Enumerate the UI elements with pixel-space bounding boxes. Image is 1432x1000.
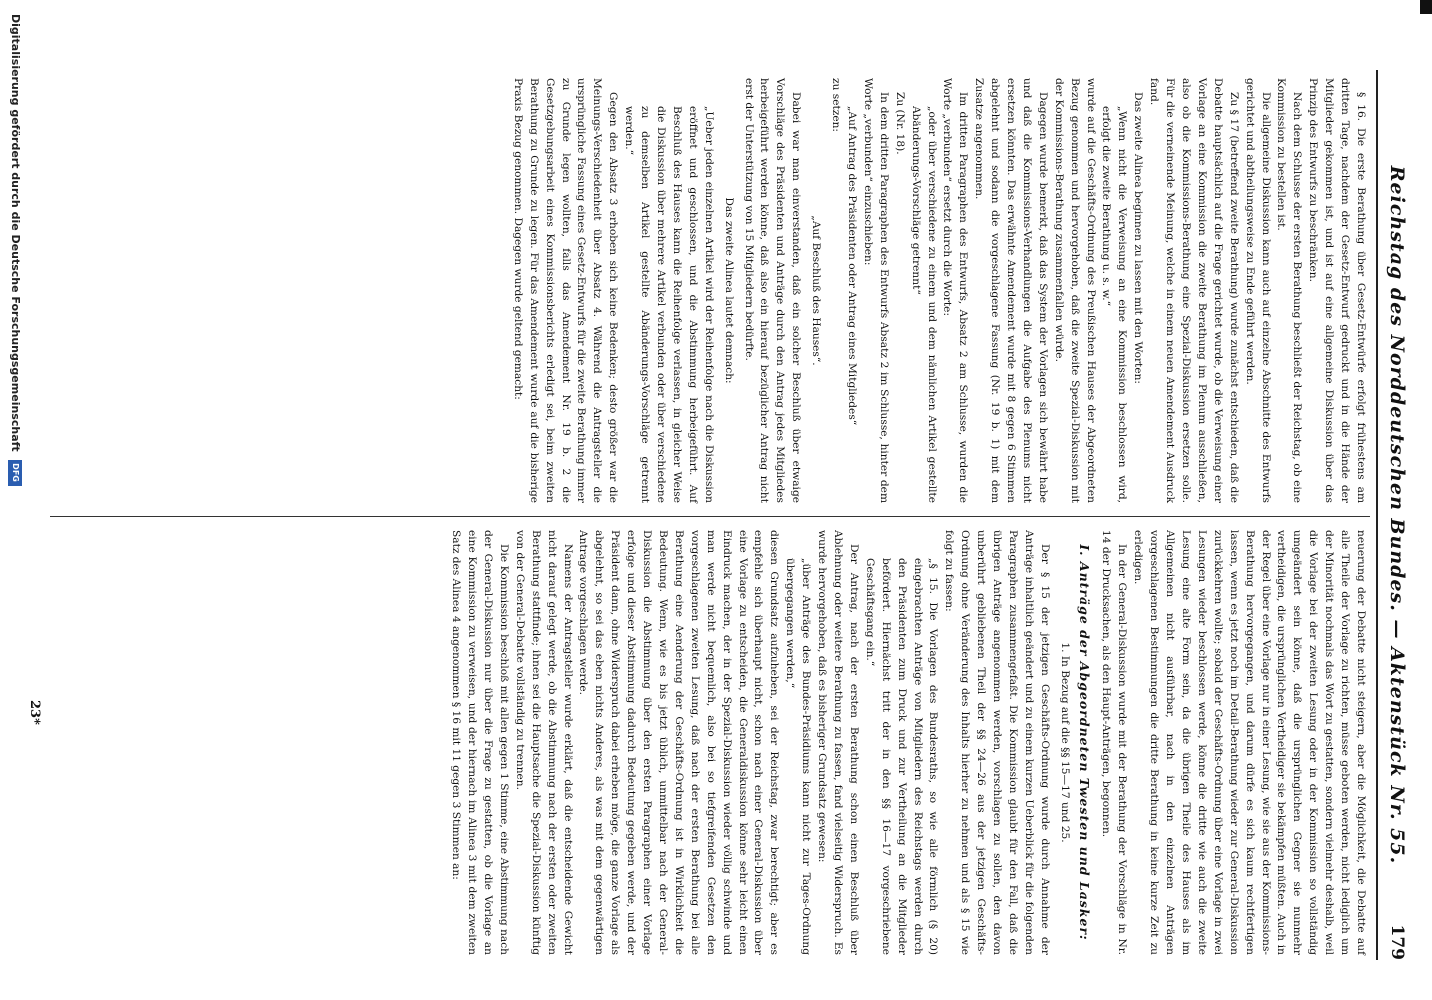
right-column bbox=[447, 530, 1368, 955]
subsection-heading: 1. In Bezug auf die §§ 15—17 und 25. bbox=[1058, 642, 1071, 843]
paragraph: Zu § 17 (betreffend zweite Berathung) wurde zunächst entschieden, daß die Debatte hauptsächlich auf die Frage gerichtet wurde, ob die Verweisung einer Vorlage an eine Kommission die zweite Berathung im Plenum ausschließen, also ob die Kommissions-Berathung eine Spezial-Diskussion ersetzen solle. Für die verneinende Meinung, welche in einem neuen Amendement Ausdruck fand. bbox=[1148, 78, 1240, 503]
paragraph: wurde auf die Geschäfts-Ordnung des Preußischen Hauses der Abgeordneten Bezug genommen und hervorgehoben, daß die zweite Spezial-Diskussion mit der Kommissions-Berathung zusammenfallen würde. bbox=[1052, 78, 1097, 503]
paragraph: Das zweite Alinea beginnen zu lassen mit den Worten: bbox=[1132, 92, 1145, 384]
page-number: 179 bbox=[1387, 924, 1407, 960]
paragraph: zu setzen: bbox=[830, 78, 843, 132]
quotation: „über Anträge des Bundes-Präsidiums kann nicht zur Tages-Ordnung übergegangen werden,“ bbox=[784, 558, 813, 955]
paragraph: Das zweite Alinea lautet demnach: bbox=[722, 197, 735, 384]
running-head: Reichstag des Norddeutschen Bundes. — Aktenstück Nr. 55. bbox=[1386, 165, 1408, 865]
signature-mark: 23* bbox=[27, 700, 42, 725]
paragraph: Nach dem Schlusse der ersten Berathung beschließt der Reichstag, ob eine Kommission zu bestellen ist. bbox=[1275, 78, 1304, 503]
paragraph: Namens der Antragsteller wurde erklärt, daß die entscheidende Gewicht nicht darauf gelegt werde, ob die Abstimmung nach der ersten oder zweiten Berathung stattfinde; ihnen sei die Hauptsache die Spezial-Diskussion künftig von der General-Debatte vollständig zu trennen. bbox=[513, 530, 574, 955]
quotation: „oder über verschiedene zu einem und dem nämlichen Artikel gestellte Abänderungs-Vorschläge getrennt“ bbox=[909, 106, 938, 503]
left-column bbox=[509, 78, 1368, 503]
paragraph: § 16. Die erste Berathung über Gesetz-Entwürfe erfolgt frühestens am dritten Tage, nachdem der Gesetz-Entwurf gedruckt und in die Hände der Mitglieder gekommen ist, und ist auf eine allgemeine Diskussion über das Prinzip des Entwurfs zu beschränken. bbox=[1307, 78, 1367, 503]
paragraph: diesen Grundsatz aufzuheben, sei der Reichstag, zwar berechtigt; aber es empfehle sich überhaupt nicht, schon nach einer General-Diskussion über eine Vorlage zu entscheiden, die Generaldiskussion könne sehr leicht einen Eindruck machen, der in der Spezial-Diskussion wieder völlig schwinde und man werde nicht bequemlich, also bei so tiefgreifenden Gesetzen den vorgeschlagenen zweiten Lesung, daß nach der ersten Berathung bei alle Berathung eine Aenderung der Geschäfts-Ordnung ist in Wirklichkeit die Bedeutung. Wenn, wie es bis jetzt üblich, unmittelbar nach der General-Diskussion die Abstimmung über den ersten Paragraphen einer Vorlage erfolge und dieser Abstimmung dadurch Bedeutung gegeben werde, und der Präsident dann, ohne Widerspruch dabei erheben möge, die ganze Vorlage als abgelehnt, so sei das eben nichts Anderes, als was mit dem gegenwärtigen Antrage vorgeschlagen werde. bbox=[577, 530, 781, 955]
paragraph: Gegen den Absatz 3 erhoben sich keine Bedenken; desto größer war die Meinungs-Verschiedenheit über Absatz 4. Während die Antragsteller die ursprüngliche Fassung eines Gesetz-Entwurfs für die zweite Berathung immer zu Grunde legen wollten, falls das Amendement Nr. 19 b. 2 die Gesetzgebungsarbeit eines Kommissionsberichts erledigt sei, beim zweiten Berathung zu Grunde zu legen. Für das Amendement wurde auf die bisherige Praxis Bezug genommen. Dagegen wurde geltend gemacht: bbox=[511, 78, 620, 503]
paragraph: In der General-Diskussion wurde mit der Berathung der Vorschläge in Nr. 14 der Drucksachen, als den Haupt-Anträgen, begonnen. bbox=[1100, 530, 1129, 955]
section-heading: I. Anträge der Abgeordneten Twesten und Lasker: bbox=[1076, 544, 1092, 941]
quotation: „§ 15. Die Vorlagen des Bundesraths, so wie alle förmlich (§ 20) eingebrachten Anträge von Mitgliedern des Reichstags werden durch den Präsidenten zum Druck und zur Vertheilung an die Mitglieder befördert. Hiernächst tritt der in den §§ 16—17 vorgeschriebene Geschäftsgang ein.“ bbox=[863, 558, 940, 955]
quotation: „Ueber jeden einzelnen Artikel wird der Reihenfolge nach die Diskussion eröffnet und geschlossen, und die Abstimmung herbeigeführt. Auf Beschluß des Hauses kann die Reihenfolge verlassen, in gleicher Weise die Diskussion über mehrere Artikel verbunden oder über verschiedene zu demselben Artikel gestellte Abänderungs-Vorschläge getrennt werden.“ bbox=[623, 106, 715, 503]
paragraph: Zu (Nr. 18). bbox=[893, 92, 906, 155]
quotation: „Auf Beschluß des Hauses“. bbox=[810, 215, 823, 366]
paragraph: Der § 15 der jetzigen Geschäfts-Ordnung wurde durch Annahme der Anträge inhaltlich geändert und zu einem kurzen Ueberblick für die folgenden Paragraphen zusammengefaßt. Die Kommission glaubt für den Fall, daß die übrigen Anträge angenommen werden, vorschlagen zu sollen, den davon unberührt gebliebenen Theil der §§ 24—26 aus der jetzigen Geschäfts-Ordnung ohne Veränderung des Inhalts hierher zu nehmen und als § 15 wie folgt zu fassen: bbox=[943, 530, 1051, 955]
page-header bbox=[1376, 70, 1410, 960]
paragraph: Der Antrag, nach der ersten Berathung schon einen Beschluß über Ablehnung oder weitere Berathung zu fassen, fand vielseitig Widerspruch. Es wurde hervorgehoben, daß es bisheriger Grundsatz gewesen: bbox=[816, 530, 860, 955]
paragraph: Im dritten Paragraphen des Entwurfs, Absatz 2 am Schlusse, wurden die Worte „verbunden“ ersetzt durch die Worte: bbox=[941, 78, 970, 503]
corner-scan-mark bbox=[1420, 0, 1432, 14]
column-divider bbox=[50, 516, 1370, 517]
paragraph: neuerung der Debatte nicht steigern, aber die Möglichkeit, die Debatte auf alle Theile der Vorlage zu richten, müsse geboten werden, nicht lediglich um der Minorität nochmals das Wort zu gestatten, sondern vielmehr deshalb, weil die Vorlage bei der zweiten Lesung oder in der Kommission so vollständig umgeändert sein könne, daß die ursprünglichen Gegner sie nunmehr vertheidigen, die ursprünglichen Vertheidiger sie bekämpfen müßten. Auch in der Regel über eine Vorlage nur in einer Lesung, wie sie aus der Kommissions-Berathung hervorgegangen, und darum dürfe es sich kaum rechtfertigen lassen, wenn es jetzt noch im Detail-Berathung wieder zur General-Diskussion zurückkehren wollte; sobald der Geschäfts-Ordnung über eine Vorlage in zwei Lesungen wieder beschlossen werde, könne die dritte wie auch die zweite Lesung eine alte Form sein, da die übrigen Theile des Hauses als im Allgemeinen nicht ausführbar, nach in den einzelnen Anträgen vorgeschlagenen Bestimmungen die dritte Berathung in keine kurze Zeit zu erledigen. bbox=[1132, 530, 1367, 955]
paragraph: Dagegen wurde bemerkt, daß das System der Vorlagen sich bewährt habe und daß die Kommissions-Verhandlungen die Aufgabe des Plenums nicht ersetzen könnten. Das erwähnte Amendement wurde mit 8 gegen 6 Stimmen abgelehnt und sodann die vorgeschlagene Fassung (Nr. 19 b. 1) mit dem Zusatze angenommen. bbox=[973, 78, 1049, 503]
quotation: „Wenn nicht die Verweisung an eine Kommission beschlossen wird, erfolgt die zweite Berathung u. s. w.“ bbox=[1100, 106, 1129, 503]
paragraph: Die Kommission beschloß mit allen gegen 1 Stimme, eine Abstimmung nach der General-Diskussion nur über die Frage zu gestatten, ob die Vorlage an eine Kommission zu verweisen, und der hiernach im Alinea 3 mit dem zweiten Satz des Alinea 4 angenommen § 16 mit 11 gegen 3 Stimmen an: bbox=[450, 530, 510, 955]
digitization-note bbox=[8, 14, 22, 486]
dfg-logo-icon: DFG bbox=[8, 460, 22, 486]
digitization-text: Digitalisierung gefördert durch die Deutsche Forschungsgemeinschaft bbox=[9, 14, 22, 452]
paragraph: Dabei war man einverstanden, daß ein solcher Beschluß über etwaige Vorschläge des Präsidenten und Anträge durch den Antrag jedes Mitgliedes herbeigeführt werden könne, daß also ein hierauf bezüglicher Antrag nicht erst der Unterstützung von 15 Mitgliedern bedürfte. bbox=[742, 78, 803, 503]
quotation: „Auf Antrag des Präsidenten oder Antrag eines Mitgliedes“ bbox=[846, 106, 858, 426]
paragraph: Die allgemeine Diskussion kann auch auf einzelne Abschnitte des Entwurfs gerichtet und abtheilungsweise zu Ende geführt werden. bbox=[1243, 78, 1272, 503]
paragraph: In dem dritten Paragraphen des Entwurfs Absatz 2 im Schlusse, hinter dem Worte „verbunden“ einzuschieben: bbox=[861, 78, 890, 503]
